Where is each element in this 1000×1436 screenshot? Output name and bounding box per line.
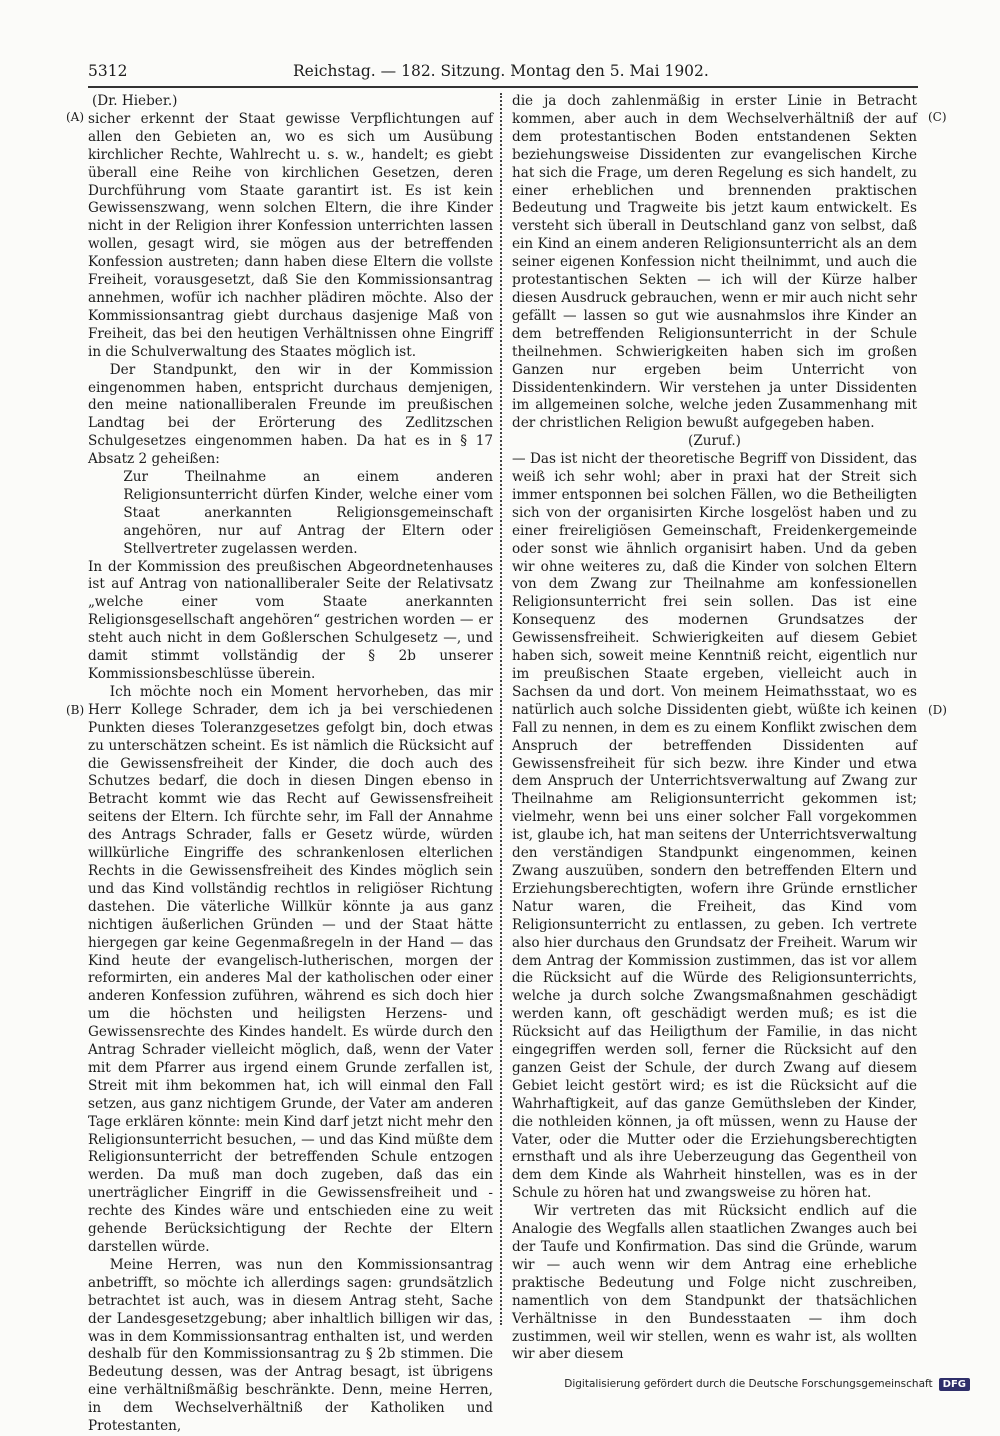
header-rule: [88, 86, 918, 88]
right-column: [512, 93, 917, 1364]
margin-marker-d: (D): [928, 703, 947, 717]
footer-text: Digitalisierung gefördert durch die Deutsche Forschungsgemeinschaft: [564, 1378, 933, 1390]
paragraph: sicher erkennt der Staat gewisse Verpflichtungen auf allen den Gebieten an, wo es sich um Ausübung kirchlicher Rechte, Wahlrecht u. s. w., handelt; es giebt überall eine Reihe von kirchlichen Gesetzen, deren Durchführung vom Staate garantirt ist. Es ist kein Gewissenszwang, wenn solchen Eltern, die ihre Kinder nicht in der Religion ihrer Konfession unterrichten lassen wollen, gesagt wird, sie mögen aus der betreffenden Konfession austreten; dann haben diese Eltern die vollste Freiheit, vorausgesetzt, daß Sie den Kommissionsantrag annehmen, wofür ich nachher plädiren möchte. Also der Kommissionsantrag giebt durchaus dasjenige Maß von Freiheit, das bei den heutigen Verhältnissen ohne Eingriff in die Schulverwaltung des Staates möglich ist.: [88, 110, 493, 360]
quoted-paragraph: Zur Theilnahme an einem anderen Religionsunterricht dürfen Kinder, welche einer vom Staat anerkannten Religionsgemeinschaft angehören, nur auf Antrag der Eltern oder Stellvertreter zugelassen werden.: [123, 469, 493, 557]
column-divider: [500, 93, 502, 1325]
paragraph: die ja doch zahlenmäßig in erster Linie in Betracht kommen, aber auch in dem Wechselverhältniß der auf dem protestantischen Boden entstandenen Sekten beziehungsweise Dissidenten zur evangelischen Kirche hat sich die Frage, um deren Regelung es sich handelt, zu einer erheblichen und brennenden praktischen Bedeutung und Tragweite bis jetzt kaum entwickelt. Es versteht sich überall in Deutschland ganz von selbst, daß ein Kind an einem anderen Religionsunterricht als an dem seiner eigenen Konfession nicht theilnimmt, und auch die protestantischen Sekten — ich will der Kürze halber diesen Ausdruck gebrauchen, wenn er mir auch nicht sehr gefällt — lassen so gut wie ausnahmslos ihre Kinder an dem betreffenden Religionsunterricht in der Schule theilnehmen. Schwierigkeiten haben sich im großen Ganzen nur ergeben beim Unterricht von Dissidentenkindern. Wir verstehen ja unter Dissidenten im allgemeinen solche, welche jeden Zusammenhang mit der christlichen Religion bewußt aufgegeben haben.: [512, 93, 917, 432]
paragraph: In der Kommission des preußischen Abgeordnetenhauses ist auf Antrag von nationalliberaler Seite der Relativsatz „welche einer vom Staate anerkannten Religionsgesellschaft angehören“ gestrichen worden — er steht auch nicht in dem Goßlerschen Schulgesetz —, und damit stimmt vollständig der § 2b unserer Kommissionsbeschlüsse überein.: [88, 558, 493, 682]
dfg-logo-icon: DFG: [939, 1378, 970, 1391]
digitization-footer: [564, 1376, 970, 1392]
paragraph: Meine Herren, was nun den Kommissionsantrag anbetrifft, so möchte ich allerdings sagen: grundsätzlich betrachtet ist auch, was in diesem Antrag steht, Sache der Landesgesetzgebung; aber inhaltlich billigen wir das, was in dem Kommissionsantrag enthalten ist, und werden deshalb für den Kommissionsantrag zu § 2b stimmen. Die Bedeutung dessen, was der Antrag besagt, ist übrigens eine verhältnißmäßig beschränkte. Denn, meine Herren, in dem Wechselverhältniß der Katholiken und Protestanten,: [88, 1256, 493, 1435]
margin-marker-b: (B): [66, 703, 85, 717]
paragraph: Wir vertreten das mit Rücksicht endlich auf die Analogie des Wegfalls allen staatlichen Zwanges auch bei der Taufe und Konfirmation. Das sind die Gründe, warum wir — auch wenn wir dem Antrag eine erhebliche praktische Bedeutung und Folge nicht zuschreiben, namentlich von dem Standpunkt der thatsächlichen Verhältnisse in den Bundesstaaten — ihm doch zustimmen, weil wir stellen, wenn es wahr ist, als wollten wir aber diesem: [512, 1203, 917, 1363]
margin-marker-c: (C): [928, 110, 947, 124]
running-title: Reichstag. — 182. Sitzung. Montag den 5. Mai 1902.: [293, 62, 709, 80]
margin-marker-a: (A): [66, 110, 85, 124]
paragraph: Ich möchte noch ein Moment hervorheben, das mir Herr Kollege Schrader, dem ich ja bei verschiedenen Punkten dieses Toleranzgesetzes gefolgt bin, doch etwas zu unterschätzen scheint. Es ist nämlich die Rücksicht auf die Gewissensfreiheit der Kinder, die doch auch des Schutzes bedarf, die doch in diesen Dingen ebenso in Betracht kommt wie das Recht auf Gewissensfreiheit seitens der Eltern. Ich fürchte sehr, im Fall der Annahme des Antrags Schrader, falls er Gesetz würde, würden willkürliche Eingriffe des schrankenlosen elterlichen Rechts in die Gewissensfreiheit des Kindes möglich sein und das Kind vollständig rechtlos in religiöser Richtung dastehen. Die väterliche Willkür könnte ja aus ganz nichtigen äußerlichen Gründen — und der Staat hätte hiergegen gar keine Gegenmaßregeln in der Hand — das Kind heute der evangelisch-lutherischen, morgen der reformirten, ein anderes Mal der katholischen oder einer anderen Konfession zuführen, während es sich doch hier um die höchsten und heiligsten Herzens- und Gewissensrechte des Kindes handelt. Es würde durch den Antrag Schrader vielleicht möglich, daß, wenn der Vater mit dem Pfarrer aus irgend einem Grunde zerfallen ist, Streit mit ihm bekommen hat, ich will einmal den Fall setzen, aus ganz nichtigem Grunde, der Vater am anderen Tage erklären könnte: mein Kind darf jetzt nicht mehr den Religionsunterricht besuchen, — und das Kind müßte dem Religionsunterricht der betreffenden Schule entzogen werden. Da muß man doch zugeben, daß das ein unerträglicher Eingriff in die Gewissensfreiheit und -rechte des Kindes wäre und entschieden eine zu weit gehende Berücksichtigung der Rechte der Eltern darstellen würde.: [88, 683, 493, 1255]
page-header: [88, 62, 918, 86]
speaker-label: (Dr. Hieber.): [92, 93, 178, 109]
paragraph: Der Standpunkt, den wir in der Kommission eingenommen haben, entspricht durchaus demjenigen, den meine nationalliberalen Freunde im preußischen Landtag bei der Erörterung des Zedlitzschen Schulgesetzes eingenommen haben. Da hat es in § 17 Absatz 2 geheißen:: [88, 361, 493, 468]
paragraph: — Das ist nicht der theoretische Begriff von Dissident, das weiß ich sehr wohl; aber in praxi hat der Streit sich immer entsponnen bei solchen Fällen, wo die Betheiligten sich von der organisirten Kirche losgelöst haben und zu einer freireligiösen Gemeinschaft, Freidenkergemeinde oder sonst wie ähnlich organisirt haben. Und da geben wir ohne weiteres zu, daß die Kinder von solchen Eltern von dem Zwang zur Theilnahme am konfessionellen Religionsunterricht frei sein sollen. Das ist eine Konsequenz des modernen Grundsatzes der Gewissensfreiheit. Schwierigkeiten auf diesem Gebiet haben sich, soweit meine Kenntniß reicht, eigentlich nur im preußischen Staate ergeben, vielleicht auch in Sachsen da und dort. Von meinem Heimathsstaat, wo es natürlich auch solche Dissidenten giebt, wüßte ich keinen Fall zu nennen, in dem es zu einem Konflikt zwischen dem Anspruch der betreffenden Dissidenten auf Gewissensfreiheit für sich bezw. ihre Kinder und etwa dem Anspruch der Unterrichtsverwaltung auf Zwang zur Theilnahme am Religionsunterricht gekommen ist; vielmehr, wenn bei uns einer solcher Fall vorgekommen ist, glaube ich, hat man seitens der Unterrichtsverwaltung den verständigen Standpunkt eingenommen, keinen Zwang auszuüben, sondern den betreffenden Eltern und Erziehungsberechtigten, wofern ihre Gründe ernstlicher Natur waren, die Freiheit, das Kind vom Religionsunterricht zu entlassen, zu geben. Ich vertrete also hier durchaus den Grundsatz der Freiheit. Warum wir dem Antrag der Kommission zustimmen, das ist vor allem die Rücksicht auf die Würde des Religionsunterrichts, welche ja durch solche Zwangsmaßnahmen geschädigt werden kann, oft geschädigt werden muß; es ist die Rücksicht auf das Heiligthum der Familie, in das nicht eingegriffen werden soll, ferner die Rücksicht auf den ganzen Geist der Schule, der durch Zwang auf diesem Gebiet leicht gestört wird; es ist die Rücksicht auf die Wahrhaftigkeit, auf das ganze Gemüthsleben der Kinder, die nothleiden können, ja oft müssen, wenn zu Hause der Vater, oder die Mutter oder die Erziehungsberechtigten ernsthaft und als ihre Ueberzeugung das Gegentheil von dem dem Kinde als Wahrheit hinstellen, was es in der Schule zu hören hat und zwangsweise zu hören hat.: [512, 451, 917, 1202]
interjection: (Zuruf.): [688, 433, 741, 450]
left-column: [88, 93, 493, 1436]
page-number: 5312: [88, 62, 128, 80]
